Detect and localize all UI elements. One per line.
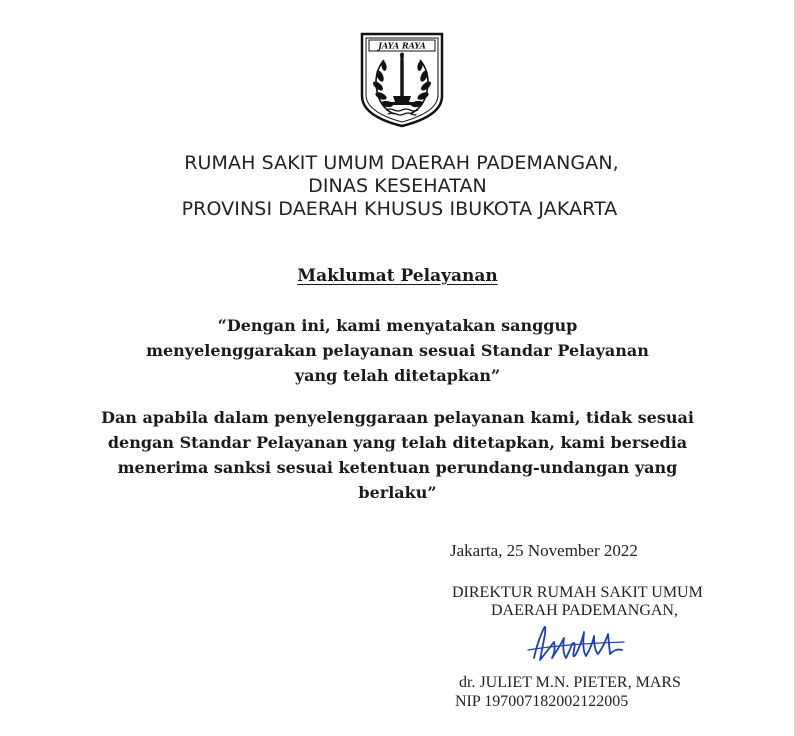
clause-line: menerima sanksi sesuai ketentuan perundang-undangan yang xyxy=(117,458,678,477)
statement-line: menyelenggarakan pelayanan sesuai Standar Pelayanan xyxy=(146,341,649,360)
handwritten-signature xyxy=(524,620,628,668)
institution-header xyxy=(0,152,795,221)
hospital-name: RUMAH SAKIT UMUM DAERAH PADEMANGAN, xyxy=(184,152,619,174)
employee-id-number: NIP 197007182002122005 xyxy=(455,693,629,710)
director-title: DIREKTUR RUMAH SAKIT UMUM xyxy=(452,584,703,601)
sanction-clause xyxy=(0,405,795,505)
director-title-continued: DAERAH PADEMANGAN, xyxy=(491,602,678,619)
emblem-motto: JAYA RAYA xyxy=(378,40,426,51)
department-name: DINAS KESEHATAN xyxy=(308,175,487,197)
clause-line: berlaku” xyxy=(358,483,437,502)
statement-line: yang telah ditetapkan” xyxy=(294,366,501,385)
statement-line: “Dengan ini, kami menyatakan sanggup xyxy=(217,316,578,335)
clause-line: Dan apabila dalam penyelenggaraan pelayanan kami, tidak sesuai xyxy=(101,408,694,427)
jakarta-emblem-logo xyxy=(360,32,444,128)
province-name: PROVINSI DAERAH KHUSUS IBUKOTA JAKARTA xyxy=(181,198,618,220)
clause-line: dengan Standar Pelayanan yang telah ditetapkan, kami bersedia xyxy=(107,433,688,452)
director-name: dr. JULIET M.N. PIETER, MARS xyxy=(459,674,681,691)
signing-date: Jakarta, 25 November 2022 xyxy=(450,541,638,560)
commitment-statement xyxy=(0,313,795,388)
document-title: Maklumat Pelayanan xyxy=(297,266,498,286)
